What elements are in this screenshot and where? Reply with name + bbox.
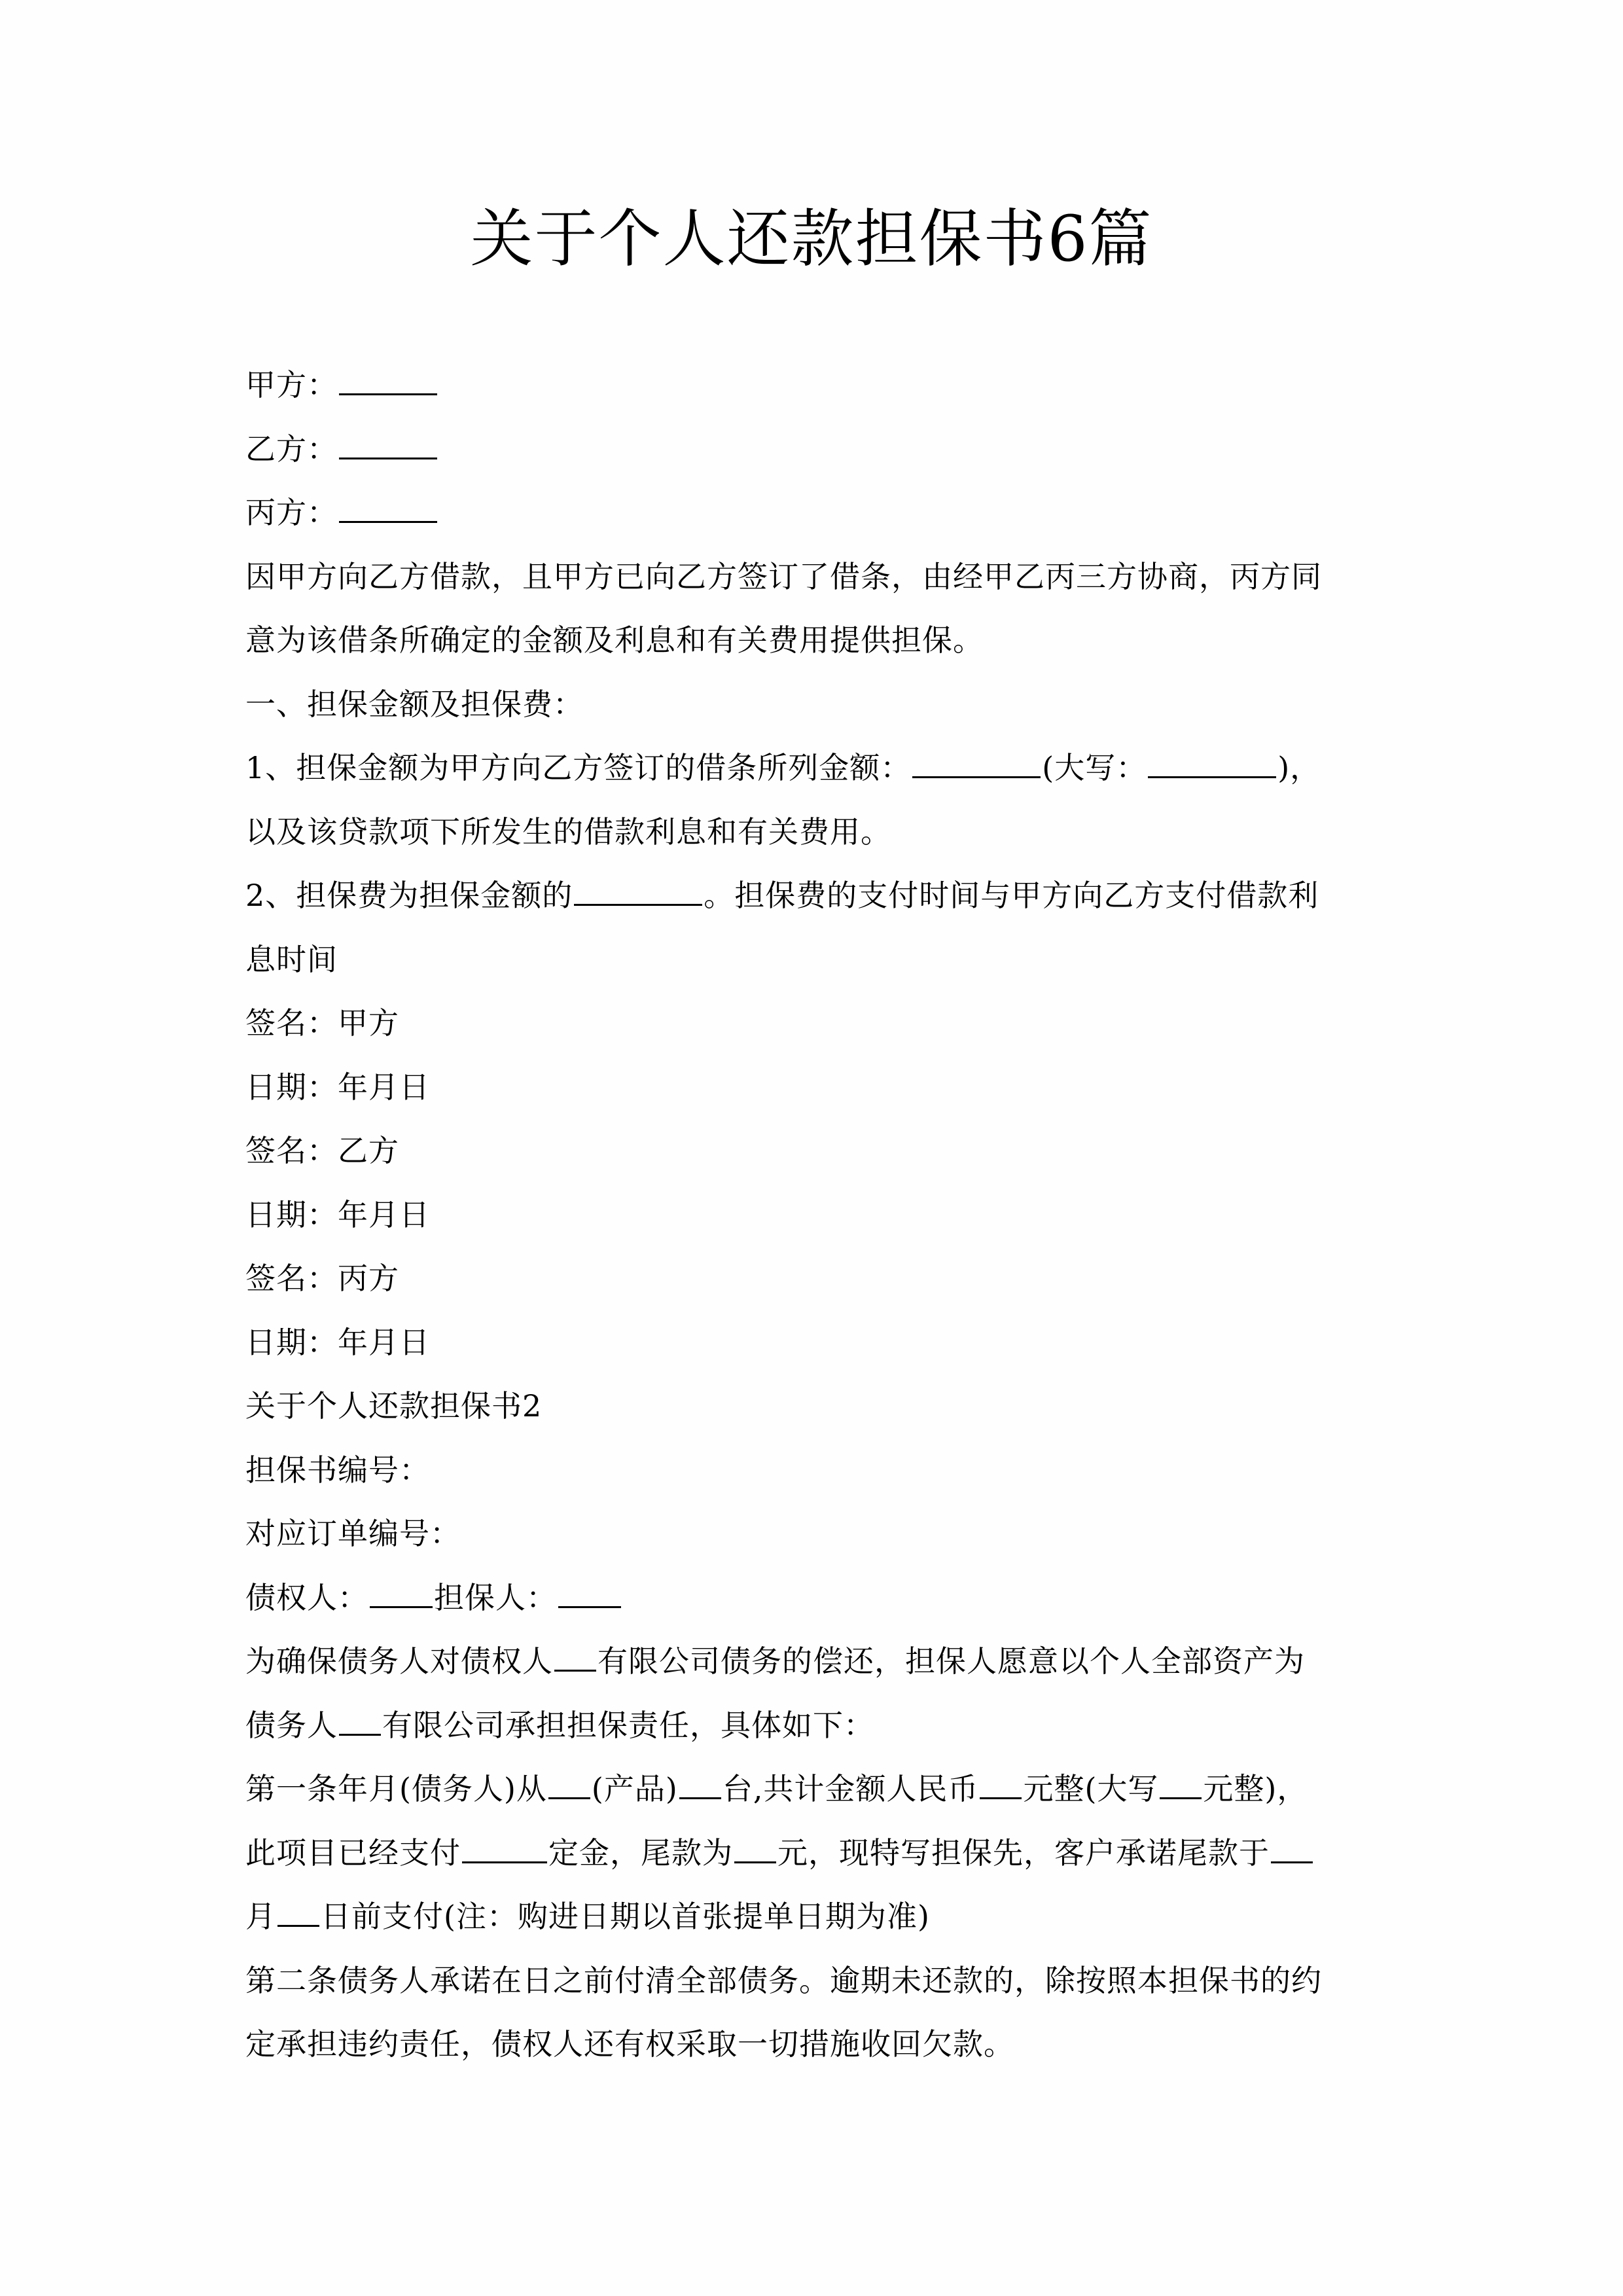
order-number-label: 对应订单编号： [245,1516,461,1551]
article-1-text: 月 [245,1899,276,1934]
amount-blank [912,750,1041,778]
signature-line: 签名：甲方 [245,1005,399,1041]
clause-1-line: 以及该贷款项下所发生的借款利息和有关费用。 [245,814,891,850]
rmb-capital-blank [1160,1771,1202,1799]
day-blank [277,1899,319,1927]
article-1-text: 此项目已经支付 [245,1835,461,1871]
document-body [245,353,1397,2077]
purpose-text: 有限公司承担担保责任，具体如下： [382,1707,874,1743]
clause-1-text: (大写： [1042,750,1147,785]
year-blank [1271,1835,1313,1863]
intro-paragraph-line: 因甲方向乙方借款，且甲方已向乙方签订了借条，由经甲乙丙三方协商，丙方同 [245,558,1322,594]
guarantee-number-label: 担保书编号： [245,1452,430,1488]
product-blank [548,1771,590,1799]
article-1-text: (产品) [591,1771,678,1806]
article-1-text: 定金，尾款为 [548,1835,733,1871]
intro-paragraph-line: 意为该借条所确定的金额及利息和有关费用提供担保。 [245,622,984,658]
purpose-text: 有限公司债务的偿还，担保人愿意以个人全部资产为 [597,1643,1305,1679]
purpose-paragraph-line [245,1694,1397,1758]
creditor-label: 债权人： [245,1579,368,1615]
purpose-text: 为确保债务人对债权人 [245,1643,553,1679]
document-title: 关于个人还款担保书6篇 [470,202,1153,276]
section-heading: 一、担保金额及担保费： [245,686,584,722]
party-c-blank [339,495,437,523]
debtor-company-blank [339,1708,381,1736]
fee-rate-blank [574,878,702,906]
signature-line: 签名：丙方 [245,1261,399,1296]
clause-1-line [245,736,1397,800]
article-1-line [245,1885,1397,1949]
deposit-blank [462,1835,547,1863]
article-2-line: 定承担违约责任，债权人还有权采取一切措施收回欠款。 [245,2026,1014,2062]
guarantor-blank [558,1580,621,1608]
party-a-line [245,353,1397,418]
purpose-paragraph-line [245,1630,1397,1694]
creditor-company-blank [554,1643,596,1672]
amount-capital-blank [1148,750,1276,778]
party-b-label: 乙方： [245,431,338,467]
parties-line [245,1566,1397,1630]
party-a-blank [339,367,437,395]
creditor-blank [370,1580,433,1608]
party-b-blank [339,431,437,459]
date-line: 日期：年月日 [245,1324,430,1360]
article-1-text: 第一条年月(债务人)从 [245,1771,547,1806]
article-1-text: 元，现特写担保先，客户承诺尾款于 [777,1835,1270,1871]
date-line: 日期：年月日 [245,1196,430,1232]
article-1-line [245,1757,1397,1821]
quantity-blank [679,1771,721,1799]
guarantor-label: 担保人： [434,1579,557,1615]
party-c-line [245,481,1397,545]
article-1-text: 元整)， [1203,1771,1308,1806]
signature-line: 签名：乙方 [245,1133,399,1168]
balance-blank [734,1835,776,1863]
date-line: 日期：年月日 [245,1069,430,1105]
party-a-label: 甲方： [245,367,338,403]
party-c-label: 丙方： [245,495,338,530]
clause-1-text: 1、担保金额为甲方向乙方签订的借条所列金额： [245,750,912,785]
article-2-line: 第二条债务人承诺在日之前付清全部债务。逾期未还款的，除按照本担保书的约 [245,1962,1322,1998]
clause-2-line: 息时间 [245,941,338,977]
clause-2-text: 。担保费的支付时间与甲方向乙方支付借款利 [704,878,1319,913]
article-1-line [245,1821,1397,1886]
clause-2-text: 2、担保费为担保金额的 [245,878,573,913]
clause-2-line [245,864,1397,928]
rmb-amount-blank [980,1771,1022,1799]
clause-1-text: )， [1277,750,1321,785]
article-1-text: 日前支付(注：购进日期以首张提单日期为准) [321,1899,930,1934]
article-1-text: 台,共计金额人民币 [722,1771,979,1806]
section-2-heading: 关于个人还款担保书2 [245,1388,543,1424]
article-1-text: 元整(大写 [1023,1771,1159,1806]
purpose-text: 债务人 [245,1707,338,1743]
party-b-line [245,418,1397,482]
